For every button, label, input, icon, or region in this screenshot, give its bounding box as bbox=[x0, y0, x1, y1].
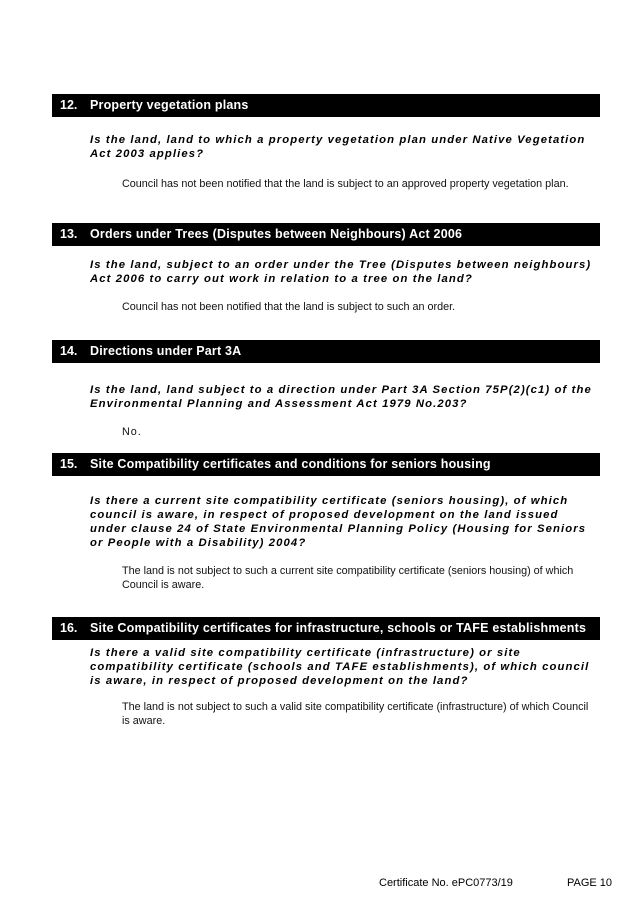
section-answer: The land is not subject to such a valid site compatibility certificate (infrastructure) of which Council is aware. bbox=[122, 701, 589, 727]
section-number: 12. bbox=[60, 98, 78, 112]
section-14 bbox=[52, 340, 600, 439]
section-header bbox=[52, 340, 600, 363]
section-title: Site Compatibility certificates and conditions for seniors housing bbox=[90, 457, 491, 471]
section-15 bbox=[52, 453, 600, 592]
certificate-number: Certificate No. ePC0773/19 bbox=[379, 877, 513, 889]
page-number: PAGE 10 bbox=[567, 877, 613, 889]
section-13 bbox=[52, 223, 600, 314]
section-number: 16. bbox=[60, 621, 78, 635]
section-title: Orders under Trees (Disputes between Neighbours) Act 2006 bbox=[90, 227, 463, 241]
section-16 bbox=[52, 617, 600, 728]
section-question: Is there a valid site compatibility certificate (infrastructure) or site compatibility certificate (schools and TAFE establishments), of which council is aware, in respect of proposed development on the land? bbox=[90, 647, 590, 687]
section-question: Is the land, subject to an order under the Tree (Disputes between neighbours) Act 2006 to carry out work in relation to a tree on the land? bbox=[90, 259, 592, 285]
section-12 bbox=[52, 94, 600, 191]
section-number: 15. bbox=[60, 457, 78, 471]
section-title: Property vegetation plans bbox=[90, 98, 249, 112]
section-title: Directions under Part 3A bbox=[90, 344, 242, 358]
section-header bbox=[52, 453, 600, 476]
section-answer: Council has not been notified that the land is subject to an approved property vegetation plan. bbox=[122, 178, 569, 190]
section-answer: Council has not been notified that the land is subject to such an order. bbox=[122, 301, 456, 313]
section-number: 14. bbox=[60, 344, 78, 358]
section-header bbox=[52, 617, 600, 640]
section-question: Is there a current site compatibility certificate (seniors housing), of which council is aware, in respect of proposed development on the land issued under clause 24 of State Environmental Planning Policy (Housing for Seniors or People with a Disability) 2004? bbox=[90, 495, 587, 549]
section-question: Is the land, land subject to a direction under Part 3A Section 75P(2)(c1) of the Environmental Planning and Assessment Act 1979 No.203? bbox=[90, 384, 592, 410]
section-header bbox=[52, 94, 600, 117]
section-title: Site Compatibility certificates for infrastructure, schools or TAFE establishments bbox=[90, 621, 587, 635]
section-answer: The land is not subject to such a current site compatibility certificate (seniors housing) of which Council is aware. bbox=[122, 565, 574, 591]
section-header bbox=[52, 223, 600, 246]
section-number: 13. bbox=[60, 227, 78, 241]
section-question: Is the land, land to which a property vegetation plan under Native Vegetation Act 2003 applies? bbox=[90, 134, 586, 160]
section-answer: No. bbox=[122, 426, 142, 438]
